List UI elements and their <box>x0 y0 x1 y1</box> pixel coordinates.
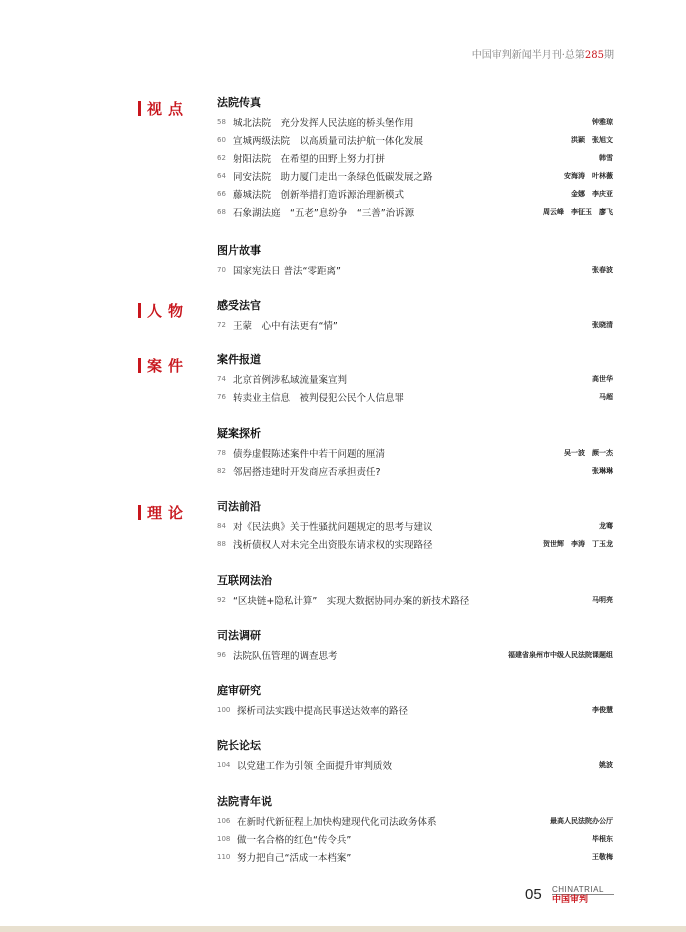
toc-entry[interactable] <box>217 462 613 480</box>
article-title: 债券虚假陈述案件中若干问题的厘清 <box>233 449 386 460</box>
masthead-prefix: 中国审判新闻半月刊·总第 <box>471 50 585 61</box>
category-case-analysis <box>217 427 613 480</box>
article-title: 石象湖法庭 “五老”息纷争 “三善”治诉源 <box>233 208 415 219</box>
article-title: 努力把自己“活成一本档案” <box>237 853 352 864</box>
page-number: 82 <box>217 467 226 475</box>
page-number: 60 <box>217 136 226 144</box>
toc-entry[interactable] <box>217 167 613 185</box>
page-number: 74 <box>217 375 226 383</box>
section-marker <box>138 358 141 373</box>
article-author: 毕根东 <box>592 835 613 843</box>
toc-entry[interactable] <box>217 316 613 334</box>
section-marker <box>138 101 141 116</box>
category-case-report <box>217 353 613 406</box>
toc-entry[interactable] <box>217 812 613 830</box>
page-number: 68 <box>217 208 226 216</box>
article-title: 宣城两级法院 以高质量司法护航一体化发展 <box>233 136 424 147</box>
category-judge-feeling <box>217 299 613 334</box>
article-author: 洪颖 张旭文 <box>571 136 613 144</box>
section-label-viewpoint: 视点 <box>147 100 190 118</box>
section-label-theory: 理论 <box>147 504 190 522</box>
article-author: 周云峰 李征玉 廖飞 <box>543 208 613 216</box>
article-author: 金娜 李庆亚 <box>571 190 613 198</box>
page-number: 100 <box>217 706 231 714</box>
category-judicial-frontier <box>217 500 613 553</box>
page-number: 70 <box>217 266 226 274</box>
category-title: 法院青年说 <box>217 795 272 808</box>
article-author: 张晓清 <box>592 321 613 329</box>
page-number: 72 <box>217 321 226 329</box>
section-theory <box>138 502 189 523</box>
article-title: 转卖业主信息 被判侵犯公民个人信息罪 <box>233 393 405 404</box>
category-judicial-research <box>217 629 613 664</box>
category-title: 司法调研 <box>217 629 261 642</box>
article-author: 王敬梅 <box>592 853 613 861</box>
category-court-fax <box>217 96 613 221</box>
page-number: 88 <box>217 540 226 548</box>
toc-entry[interactable] <box>217 848 613 866</box>
article-title: 浅析债权人对未完全出资股东请求权的实现路径 <box>233 540 433 551</box>
article-title: 同安法院 助力厦门走出一条绿色低碳发展之路 <box>233 172 433 183</box>
category-title: 案件报道 <box>217 353 261 366</box>
category-president-forum <box>217 739 613 774</box>
toc-entry[interactable] <box>217 444 613 462</box>
toc-entry[interactable] <box>217 185 613 203</box>
toc-entry[interactable] <box>217 131 613 149</box>
article-title: 以党建工作为引领 全面提升审判质效 <box>237 761 393 772</box>
page-number: 62 <box>217 154 226 162</box>
section-label-cases: 案件 <box>147 357 190 375</box>
category-trial-research <box>217 684 613 719</box>
article-author: 张春波 <box>592 266 613 274</box>
toc-entry[interactable] <box>217 756 613 774</box>
article-title: 射阳法院 在希望的田野上努力打拼 <box>233 154 386 165</box>
page-number: 78 <box>217 449 226 457</box>
category-title: 图片故事 <box>217 244 261 257</box>
section-marker <box>138 303 141 318</box>
category-title: 司法前沿 <box>217 500 261 513</box>
article-title: 探析司法实践中提高民事送达效率的路径 <box>237 706 409 717</box>
page-number: 106 <box>217 817 231 825</box>
article-author: 韩雪 <box>599 154 613 162</box>
masthead-suffix: 期 <box>604 50 614 61</box>
article-title: 北京首例涉私域流量案宣判 <box>233 375 348 386</box>
toc-entry[interactable] <box>217 261 613 279</box>
category-title: 庭审研究 <box>217 684 261 697</box>
issue-number: 285 <box>584 50 604 61</box>
toc-entry[interactable] <box>217 830 613 848</box>
page-bottom-band <box>0 926 686 932</box>
article-author: 马超 <box>599 393 613 401</box>
article-author: 最高人民法院办公厅 <box>550 817 613 825</box>
article-author: 张琳琳 <box>592 467 613 475</box>
article-author: 安海涛 叶林薇 <box>564 172 613 180</box>
toc-entry[interactable] <box>217 370 613 388</box>
article-title: 王蒙 心中有法更有“情” <box>233 321 338 332</box>
toc-entry[interactable] <box>217 646 613 664</box>
toc-entry[interactable] <box>217 591 613 609</box>
category-youth-voice <box>217 795 613 866</box>
article-title: 对《民法典》关于性骚扰问题规定的思考与建议 <box>233 522 433 533</box>
toc-entry[interactable] <box>217 535 613 553</box>
article-author: 福建省泉州市中级人民法院课题组 <box>508 651 613 659</box>
toc-entry[interactable] <box>217 517 613 535</box>
article-author: 李俊慧 <box>592 706 613 714</box>
folio-page-number: 05 <box>525 886 542 903</box>
article-author: 贺世辉 李涛 丁玉龙 <box>543 540 613 548</box>
category-title: 院长论坛 <box>217 739 261 752</box>
section-people <box>138 300 189 321</box>
page-number: 76 <box>217 393 226 401</box>
toc-entry[interactable] <box>217 149 613 167</box>
category-internet-law <box>217 574 613 609</box>
toc-entry[interactable] <box>217 388 613 406</box>
section-marker <box>138 505 141 520</box>
page-number: 104 <box>217 761 231 769</box>
category-title: 疑案探析 <box>217 427 261 440</box>
section-viewpoint <box>138 98 189 119</box>
page-number: 58 <box>217 118 226 126</box>
category-photo-story <box>217 244 613 279</box>
toc-entry[interactable] <box>217 203 613 221</box>
logo-cn: 中国审判 <box>552 895 589 905</box>
article-title: 在新时代新征程上加快构建现代化司法政务体系 <box>237 817 437 828</box>
page-number: 110 <box>217 853 231 861</box>
toc-entry[interactable] <box>217 701 613 719</box>
page-number: 96 <box>217 651 226 659</box>
journal-logo <box>552 885 614 905</box>
article-title: 做一名合格的红色“传令兵” <box>237 835 352 846</box>
section-cases <box>138 355 189 376</box>
article-author: 钟雅琼 <box>592 118 613 126</box>
masthead-line <box>472 46 614 61</box>
article-author: 龙骞 <box>599 522 613 530</box>
page-number: 64 <box>217 172 226 180</box>
article-title: 邻居搭违建时开发商应否承担责任? <box>233 467 381 478</box>
category-title: 法院传真 <box>217 96 261 109</box>
article-author: 高世华 <box>592 375 613 383</box>
article-title: 藤城法院 创新举措打造诉源治理新模式 <box>233 190 405 201</box>
toc-entry[interactable] <box>217 113 613 131</box>
page-number: 84 <box>217 522 226 530</box>
article-author: 马明亮 <box>592 596 613 604</box>
article-title: 法院队伍管理的调查思考 <box>233 651 338 662</box>
category-title: 感受法官 <box>217 299 261 312</box>
article-title: 城北法院 充分发挥人民法庭的桥头堡作用 <box>233 118 414 129</box>
section-label-people: 人物 <box>147 302 190 320</box>
article-title: “区块链+隐私计算” 实现大数据协同办案的新技术路径 <box>233 596 470 607</box>
logo-en: CHINATRIAL <box>552 885 614 895</box>
category-title: 互联网法治 <box>217 574 272 587</box>
page-number: 92 <box>217 596 226 604</box>
article-author: 姚波 <box>599 761 613 769</box>
article-author: 吴一波 颜一杰 <box>564 449 613 457</box>
page-number: 108 <box>217 835 231 843</box>
page-number: 66 <box>217 190 226 198</box>
article-title: 国家宪法日 普法“零距离” <box>233 266 341 277</box>
